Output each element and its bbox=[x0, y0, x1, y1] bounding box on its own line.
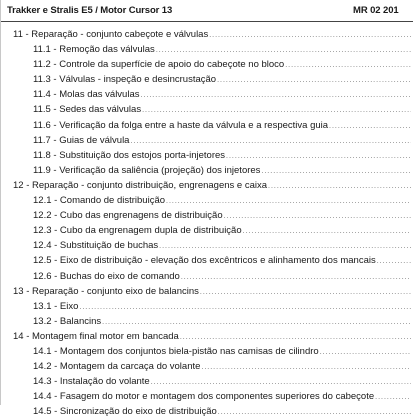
toc-entry-row bbox=[13, 329, 411, 344]
toc-dot-leader bbox=[226, 149, 411, 163]
toc-dot-leader bbox=[181, 270, 411, 284]
toc-section-entry[interactable] bbox=[1, 148, 413, 163]
toc-section-entry[interactable] bbox=[1, 238, 413, 253]
toc-entry-row bbox=[33, 223, 411, 238]
toc-entry-row bbox=[13, 27, 411, 42]
toc-entry-row bbox=[33, 72, 411, 87]
toc-entry-row bbox=[33, 299, 411, 314]
toc-chapter-entry[interactable] bbox=[1, 329, 413, 344]
toc-entry-label: 11.8 - Substituição dos estojos porta-injetores bbox=[33, 149, 226, 161]
toc-dot-leader bbox=[151, 375, 411, 389]
toc-dot-leader bbox=[159, 239, 411, 253]
toc-entry-row bbox=[33, 238, 411, 253]
toc-section-entry[interactable] bbox=[1, 359, 413, 374]
toc-entry-label: 12.5 - Eixo de distribuição - elevação dos excêntricos e alinhamento dos mancais bbox=[33, 255, 376, 267]
toc-entry-label: 14 - Montagem final motor em bancada bbox=[13, 330, 179, 342]
toc-section-entry[interactable] bbox=[1, 253, 413, 268]
toc-entry-row bbox=[33, 344, 411, 359]
toc-dot-leader bbox=[218, 405, 411, 419]
toc-entry-row bbox=[33, 57, 411, 72]
toc-entry-label: 12.2 - Cubo das engrenagens de distribuição bbox=[33, 210, 223, 222]
toc-entry-row bbox=[33, 163, 411, 178]
toc-dot-leader bbox=[201, 360, 411, 374]
toc-section-entry[interactable] bbox=[1, 118, 413, 133]
toc-section-entry[interactable] bbox=[1, 102, 413, 117]
header-title: Trakker e Stralis E5 / Motor Cursor 13 bbox=[7, 5, 173, 16]
toc-entry-label: 11.3 - Válvulas - inspeção e desincrustação bbox=[33, 74, 217, 86]
page-header bbox=[7, 3, 413, 20]
toc-dot-leader bbox=[377, 254, 411, 268]
toc-dot-leader bbox=[243, 224, 411, 238]
toc-entry-label: 14.3 - Instalação do volante bbox=[33, 376, 150, 388]
toc-entry-label: 11.2 - Controle da superfície de apoio do cabeçote no bloco bbox=[33, 59, 285, 71]
toc-section-entry[interactable] bbox=[1, 193, 413, 208]
toc-dot-leader bbox=[217, 73, 411, 87]
table-of-contents bbox=[1, 27, 413, 419]
toc-entry-label: 11.4 - Molas das válvulas bbox=[33, 89, 140, 101]
toc-dot-leader bbox=[102, 315, 411, 329]
toc-section-entry[interactable] bbox=[1, 314, 413, 329]
toc-entry-row bbox=[33, 133, 411, 148]
header-divider bbox=[1, 21, 413, 22]
toc-entry-label: 12 - Reparação - conjunto distribuição, engrenagens e caixa bbox=[13, 179, 268, 191]
toc-entry-label: 13.1 - Eixo bbox=[33, 300, 79, 312]
toc-section-entry[interactable] bbox=[1, 374, 413, 389]
toc-chapter-entry[interactable] bbox=[1, 178, 413, 193]
toc-dot-leader bbox=[320, 345, 411, 359]
toc-entry-label: 14.4 - Fasagem do motor e montagem dos componentes superiores do cabeçote bbox=[33, 391, 375, 403]
toc-section-entry[interactable] bbox=[1, 269, 413, 284]
toc-chapter-entry[interactable] bbox=[1, 284, 413, 299]
toc-entry-label: 11.1 - Remoção das válvulas bbox=[33, 44, 155, 56]
toc-entry-label: 11.9 - Verificação da saliência (projeção) dos injetores bbox=[33, 164, 261, 176]
toc-entry-label: 11.7 - Guias de válvula bbox=[33, 134, 130, 146]
toc-dot-leader bbox=[141, 88, 412, 102]
toc-section-entry[interactable] bbox=[1, 87, 413, 102]
toc-entry-row bbox=[33, 269, 411, 284]
toc-entry-label: 14.2 - Montagem da carcaça do volante bbox=[33, 361, 201, 373]
toc-dot-leader bbox=[268, 179, 411, 193]
toc-entry-row bbox=[33, 359, 411, 374]
toc-entry-row bbox=[13, 178, 411, 193]
toc-section-entry[interactable] bbox=[1, 223, 413, 238]
toc-section-entry[interactable] bbox=[1, 163, 413, 178]
toc-section-entry[interactable] bbox=[1, 344, 413, 359]
toc-entry-row bbox=[33, 148, 411, 163]
toc-entry-label: 14.5 - Sincronização do eixo de distribuição bbox=[33, 406, 217, 418]
toc-dot-leader bbox=[180, 330, 411, 344]
toc-dot-leader bbox=[261, 164, 411, 178]
toc-dot-leader bbox=[329, 119, 411, 133]
toc-dot-leader bbox=[209, 28, 411, 42]
toc-section-entry[interactable] bbox=[1, 299, 413, 314]
toc-section-entry[interactable] bbox=[1, 404, 413, 419]
toc-dot-leader bbox=[130, 134, 411, 148]
header-document-code: MR 02 201 bbox=[353, 5, 399, 16]
toc-entry-row bbox=[33, 208, 411, 223]
toc-dot-leader bbox=[285, 58, 411, 72]
toc-dot-leader bbox=[166, 194, 411, 208]
toc-section-entry[interactable] bbox=[1, 57, 413, 72]
toc-dot-leader bbox=[142, 103, 411, 117]
toc-entry-row bbox=[33, 118, 411, 133]
toc-entry-row bbox=[33, 404, 411, 419]
toc-entry-row bbox=[33, 253, 411, 268]
toc-section-entry[interactable] bbox=[1, 208, 413, 223]
toc-entry-row bbox=[33, 374, 411, 389]
toc-dot-leader bbox=[156, 43, 411, 57]
toc-entry-row bbox=[33, 87, 411, 102]
toc-entry-row bbox=[33, 389, 411, 404]
toc-entry-label: 12.6 - Buchas do eixo de comando bbox=[33, 270, 180, 282]
toc-entry-row bbox=[33, 193, 411, 208]
toc-entry-label: 13.2 - Balancins bbox=[33, 315, 102, 327]
toc-section-entry[interactable] bbox=[1, 42, 413, 57]
toc-dot-leader bbox=[224, 209, 411, 223]
toc-entry-label: 11.6 - Verificação da folga entre a haste da válvula e a respectiva guia bbox=[33, 119, 329, 131]
toc-entry-label: 12.3 - Cubo da engrenagem dupla de distribuição bbox=[33, 225, 242, 237]
toc-entry-row bbox=[33, 102, 411, 117]
toc-section-entry[interactable] bbox=[1, 72, 413, 87]
toc-entry-row bbox=[13, 284, 411, 299]
toc-entry-row bbox=[33, 42, 411, 57]
toc-entry-label: 12.1 - Comando de distribuição bbox=[33, 195, 166, 207]
toc-section-entry[interactable] bbox=[1, 133, 413, 148]
toc-dot-leader bbox=[79, 300, 411, 314]
toc-section-entry[interactable] bbox=[1, 389, 413, 404]
toc-entry-row bbox=[33, 314, 411, 329]
toc-chapter-entry[interactable] bbox=[1, 27, 413, 42]
toc-dot-leader bbox=[200, 285, 411, 299]
toc-entry-label: 11 - Reparação - conjunto cabeçote e válvulas bbox=[13, 29, 209, 40]
toc-dot-leader bbox=[375, 390, 411, 404]
toc-entry-label: 13 - Reparação - conjunto eixo de balancins bbox=[13, 285, 199, 297]
toc-entry-label: 14.1 - Montagem dos conjuntos biela-pistão nas camisas de cilindro bbox=[33, 345, 319, 357]
toc-entry-label: 12.4 - Substituição de buchas bbox=[33, 240, 159, 252]
toc-entry-label: 11.5 - Sedes das válvulas bbox=[33, 104, 142, 116]
